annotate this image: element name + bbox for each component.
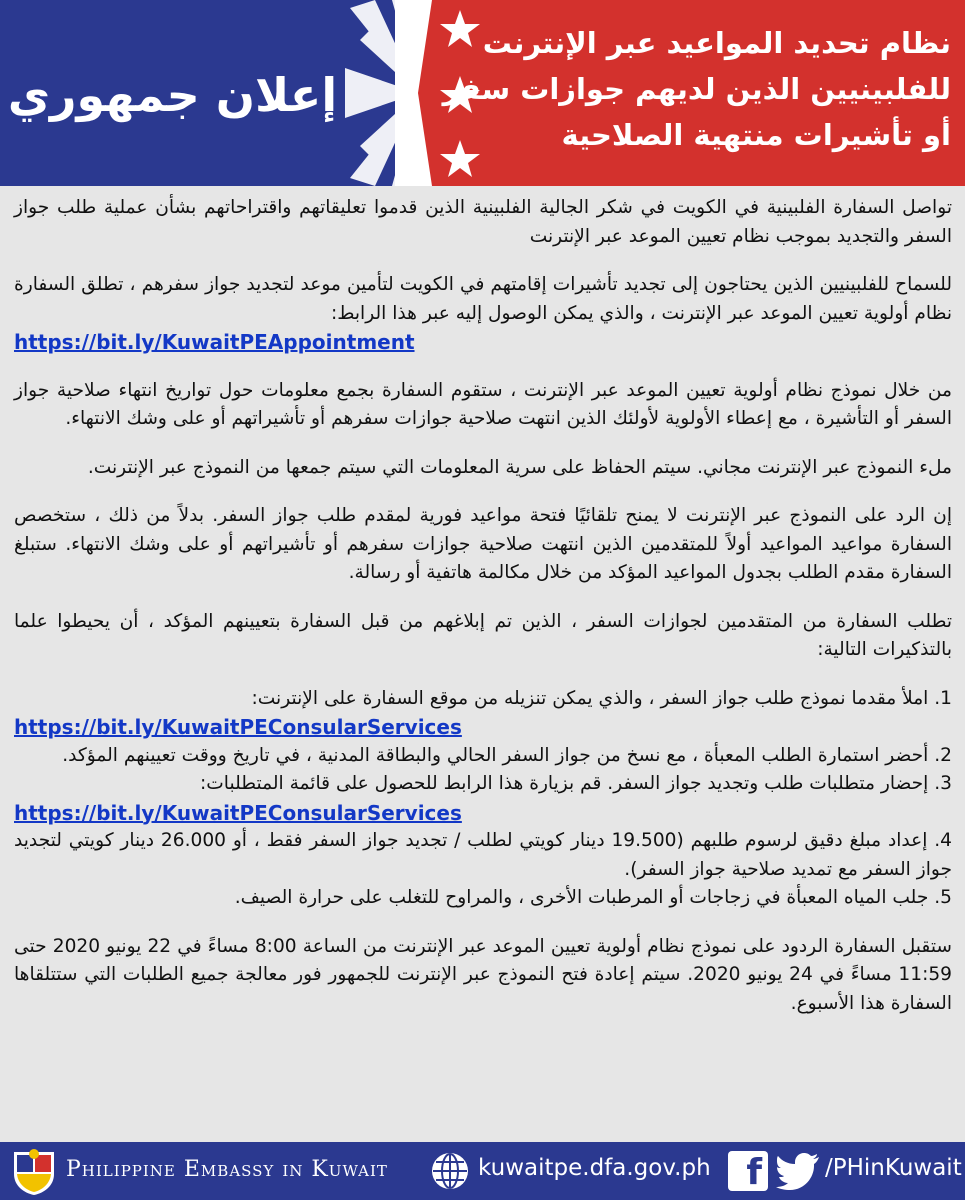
footer-bar (0, 1142, 965, 1200)
reminder-4-text: 4. إعداد مبلغ دقيق لرسوم طلبهم (19.500 دينار كويتي لطلب / تجديد جواز السفر فقط ، أو 26.000 دينار كويتي لتجديد جواز السفر مع تمديد صلاحية جواز السفر). (14, 830, 953, 880)
social-handle[interactable]: /PHinKuwait (825, 1155, 962, 1181)
twitter-icon[interactable] (776, 1152, 820, 1190)
list-item (14, 685, 952, 742)
paragraph-priority-system (14, 271, 952, 357)
headline-line-1: نظام تحديد المواعيد عبر الإنترنت (482, 26, 951, 60)
facebook-icon[interactable]: f (728, 1151, 768, 1191)
list-item (14, 770, 952, 827)
consular-services-link-1[interactable]: https://bit.ly/KuwaitPEConsularServices (14, 715, 462, 739)
reminder-2-text: 2. أحضر استمارة الطلب المعبأة ، مع نسخ من جواز السفر الحالي والبطاقة المدنية ، في تاريخ ووقت تعيينهم المؤكد. (62, 744, 952, 766)
reminders-list (14, 685, 952, 913)
globe-icon (430, 1151, 470, 1191)
paragraph-thanks: تواصل السفارة الفلبينية في الكويت في شكر الجالية الفلبينية الذين قدموا تعليقاتهم واقتراحاتهم بشأن عملية طلب جواز السفر والتجديد بموجب نظام تعيين الموعد عبر الإنترنت (14, 197, 952, 247)
headline-line-3: أو تأشيرات منتهية الصلاحية (561, 118, 951, 152)
list-item (14, 884, 952, 913)
paragraph-schedule: ستقبل السفارة الردود على نموذج نظام أولوية تعيين الموعد عبر الإنترنت من الساعة 8:00 مساءً في 22 يونيو 2020 حتى 11:59 مساءً في 24 يونيو 2020. سيتم إعادة فتح النموذج عبر الإنترنت للجمهور فور معالجة جميع الطلبات التي ستتلقاها السفارة هذا الأسبوع. (14, 935, 953, 1014)
header-banner (0, 0, 965, 186)
embassy-name: Philippine Embassy in Kuwait (66, 1157, 388, 1182)
paragraph-data-collection: من خلال نموذج نظام أولوية تعيين الموعد عبر الإنترنت ، ستقوم السفارة بجمع معلومات حول تواريخ انتهاء صلاحية جواز السفر أو التأشيرة ، مع إعطاء الأولوية لأولئك الذين انتهت صلاحية جوازات سفرهم أو تأشيراتهم أو على وشك الانتهاء. (14, 379, 952, 429)
appointment-link[interactable]: https://bit.ly/KuwaitPEAppointment (14, 330, 415, 354)
consular-services-link-2[interactable]: https://bit.ly/KuwaitPEConsularServices (14, 800, 462, 825)
reminder-1-text: 1. املأ مقدما نموذج طلب جواز السفر ، والذي يمكن تنزيله من موقع السفارة على الإنترنت: (251, 687, 952, 709)
paragraph-no-guarantee: إن الرد على النموذج عبر الإنترنت لا يمنح تلقائيًا فتحة مواعيد فورية لمقدم طلب جواز السفر. بدلاً من ذلك ، ستخصص السفارة مواعيد المواعيد أولاً للمتقدمين الذين انتهت صلاحية جوازات سفرهم أو تأشيراتهم أو على وشك الانتهاء. ستبلغ السفارة مقدم الطلب بجدول المواعيد المؤكد من خلال مكالمة هاتفية أو رسالة. (14, 505, 952, 583)
seal-icon (10, 1146, 58, 1196)
reminder-3-text: 3. إحضار متطلبات طلب وتجديد جواز السفر. قم بزيارة هذا الرابط للحصول على قائمة المتطلبات: (200, 773, 952, 794)
paragraph-free-form: ملء النموذج عبر الإنترنت مجاني. سيتم الحفاظ على سرية المعلومات التي سيتم جمعها من النموذج عبر الإنترنت. (87, 456, 952, 478)
announcement-body (14, 194, 952, 1038)
paragraph-priority-text: للسماح للفلبينيين الذين يحتاجون إلى تجديد تأشيرات إقامتهم في الكويت لتأمين موعد لتجديد جواز سفرهم ، تطلق السفارة نظام أولوية تعيين الموعد عبر الإنترنت ، والذي يمكن الوصول إليه عبر هذا الرابط: (14, 274, 952, 324)
headline-line-2: للفلبينيين الذين لديهم جوازات سفر (442, 72, 951, 106)
list-item (14, 827, 952, 884)
headline (442, 20, 951, 158)
reminder-5-text: 5. جلب المياه المعبأة في زجاجات أو المرطبات الأخرى ، والمراوح للتغلب على حرارة الصيف. (234, 887, 952, 908)
list-item (14, 742, 952, 771)
public-notice-title: إعلان جمهوري (7, 68, 338, 122)
paragraph-reminders-intro: تطلب السفارة من المتقدمين لجوازات السفر ، الذين تم إبلاغهم من قبل السفارة بتعيينهم المؤكد ، أن يحيطوا علما بالتذكيرات التالية: (14, 610, 952, 660)
website-link[interactable]: kuwaitpe.dfa.gov.ph (478, 1155, 711, 1181)
